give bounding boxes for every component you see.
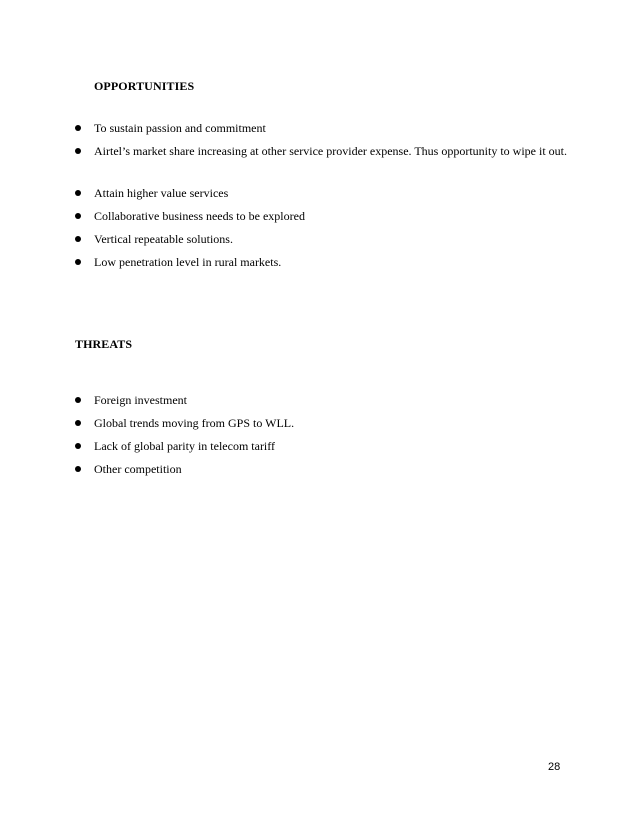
list-item-text: Lack of global parity in telecom tariff xyxy=(94,439,276,453)
page-number: 28 xyxy=(548,761,561,773)
list-item-text: To sustain passion and commitment xyxy=(94,121,266,135)
list-item-text: Other competition xyxy=(94,462,182,476)
bullet-icon xyxy=(75,125,81,131)
list-item-text: Collaborative business needs to be explored xyxy=(94,209,305,223)
bullet-icon xyxy=(75,213,81,219)
bullet-icon xyxy=(75,259,81,265)
bullet-icon xyxy=(75,466,81,472)
threats-heading: THREATS xyxy=(75,337,133,351)
bullet-icon xyxy=(75,190,81,196)
bullet-icon xyxy=(75,420,81,426)
bullet-icon xyxy=(75,236,81,242)
list-item-text: Airtel’s market share increasing at other service provider expense. Thus opportunity to wipe it out. xyxy=(94,144,567,158)
opportunities-heading: OPPORTUNITIES xyxy=(94,79,195,93)
list-item-text: Attain higher value services xyxy=(94,186,229,200)
list-item-text: Low penetration level in rural markets. xyxy=(94,255,282,269)
list-item-text: Global trends moving from GPS to WLL. xyxy=(94,416,295,430)
list-item-text: Vertical repeatable solutions. xyxy=(94,232,233,246)
list-item-text: Foreign investment xyxy=(94,393,187,407)
bullet-icon xyxy=(75,397,81,403)
bullet-icon xyxy=(75,443,81,449)
bullet-icon xyxy=(75,148,81,154)
